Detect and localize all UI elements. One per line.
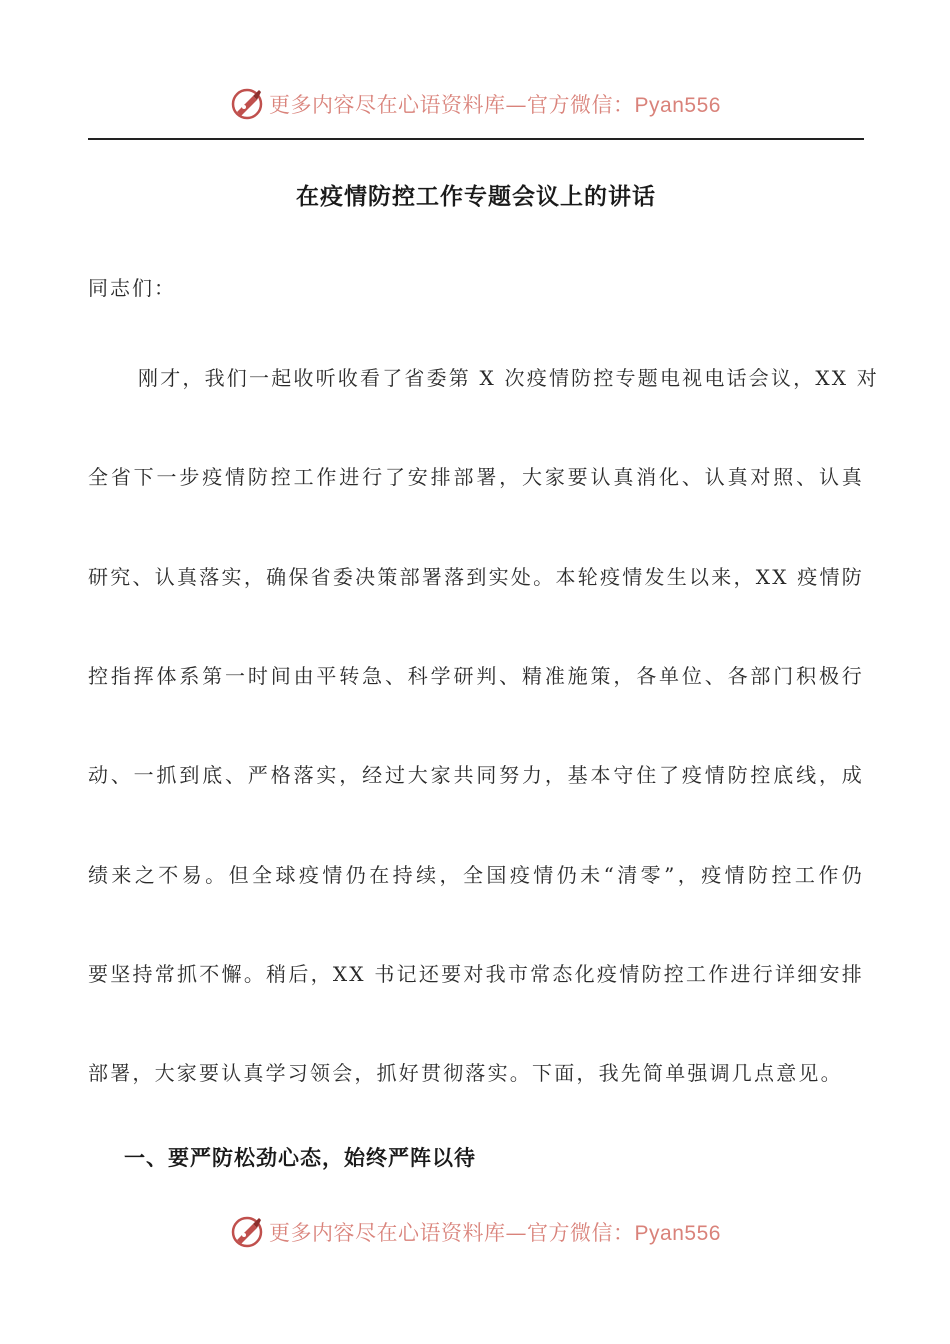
footer-watermark (0, 1212, 950, 1252)
paragraph-line: 绩来之不易。但全球疫情仍在持续，全国疫情仍未“清零”，疫情防控工作仍 (88, 863, 864, 887)
watermark-text: 更多内容尽在心语资料库—官方微信： (269, 1221, 635, 1245)
watermark-handle: Pyan556 (634, 94, 721, 117)
header-divider (88, 138, 864, 140)
pen-nib-logo-icon (229, 1214, 265, 1250)
paragraph-line: 全省下一步疫情防控工作进行了安排部署，大家要认真消化、认真对照、认真 (88, 465, 864, 489)
watermark-text: 更多内容尽在心语资料库—官方微信： (269, 93, 635, 117)
paragraph-line: 动、一抓到底、严格落实，经过大家共同努力，基本守住了疫情防控底线，成 (88, 763, 864, 787)
watermark-handle: Pyan556 (634, 1222, 721, 1245)
pen-nib-logo-icon (229, 86, 265, 122)
paragraph-line: 研究、认真落实，确保省委决策部署落到实处。本轮疫情发生以来，XX 疫情防 (88, 565, 864, 589)
salutation: 同志们： (88, 276, 176, 300)
paragraph-line: 控指挥体系第一时间由平转急、科学研判、精准施策，各单位、各部门积极行 (88, 664, 864, 688)
header-watermark (0, 84, 950, 124)
paragraph-line: 部署，大家要认真学习领会，抓好贯彻落实。下面，我先简单强调几点意见。 (88, 1061, 843, 1085)
document-title: 在疫情防控工作专题会议上的讲话 (296, 184, 656, 210)
paragraph-line: 刚才，我们一起收听收看了省委第 X 次疫情防控专题电视电话会议，XX 对 (138, 366, 879, 390)
section-heading: 一、要严防松劲心态，始终严阵以待 (124, 1146, 476, 1170)
paragraph-line: 要坚持常抓不懈。稍后，XX 书记还要对我市常态化疫情防控工作进行详细安排 (88, 962, 864, 986)
